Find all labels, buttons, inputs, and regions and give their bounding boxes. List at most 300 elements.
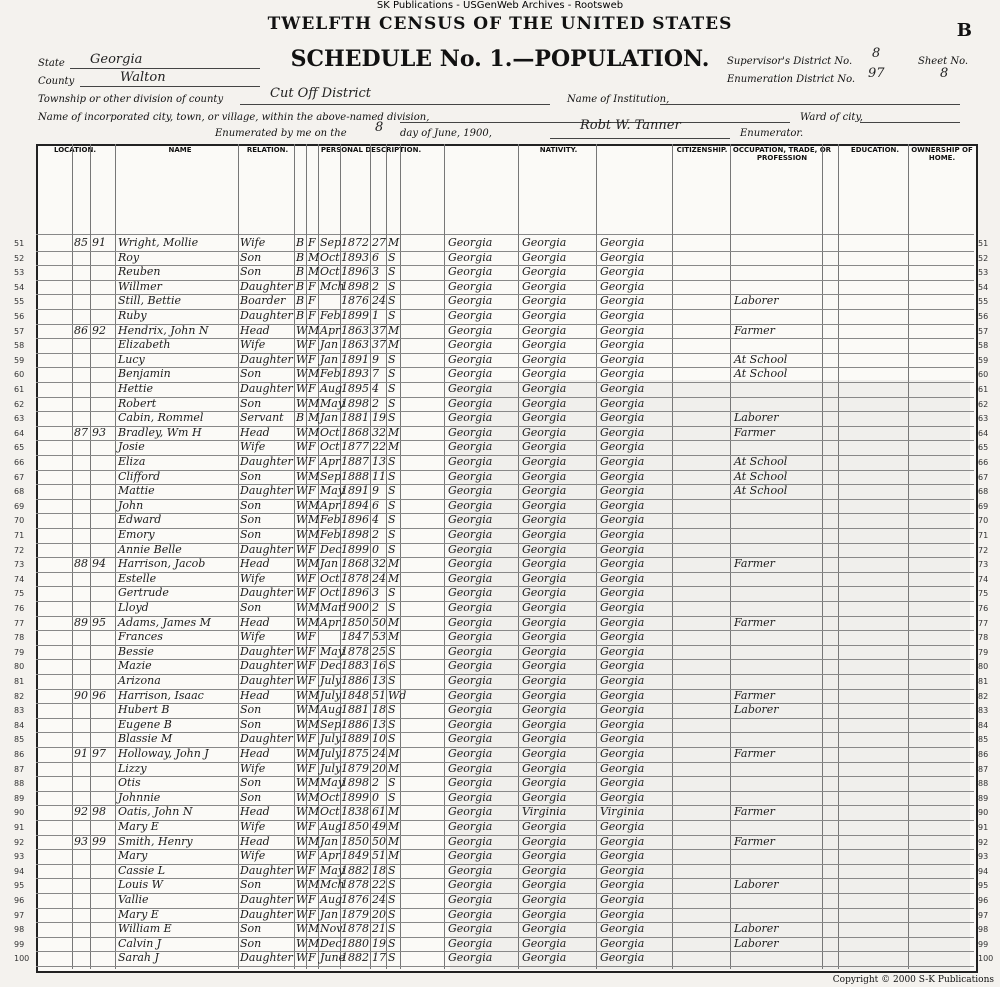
cell-fb: Georgia xyxy=(522,601,567,614)
cell-pb: Georgia xyxy=(448,425,493,439)
row-number-right: 73 xyxy=(978,560,989,570)
cell-mb: Georgia xyxy=(600,250,645,264)
table-row xyxy=(0,835,1000,851)
cell-c: W xyxy=(296,571,308,585)
cell-by: 1879 xyxy=(341,761,369,775)
cell-rel: Daughter xyxy=(240,484,293,498)
cell-fam: 94 xyxy=(92,557,106,571)
col-nativity: NATIVITY. xyxy=(539,146,578,154)
cell-by: 1863 xyxy=(341,323,369,337)
enumerator-label: Enumerator. xyxy=(740,128,804,139)
cell-c: W xyxy=(296,601,308,614)
cell-age: 53 xyxy=(372,630,386,644)
cell-age: 2 xyxy=(372,601,379,614)
cell-rel: Daughter xyxy=(240,674,293,687)
cell-s: M xyxy=(308,425,320,439)
cell-age: 0 xyxy=(372,790,379,804)
cell-age: 4 xyxy=(372,513,379,527)
county-value: Walton xyxy=(120,70,166,85)
cell-fb: Virginia xyxy=(522,805,567,819)
cell-c: B xyxy=(296,250,305,264)
cell-s: M xyxy=(308,469,320,483)
cell-fb: Georgia xyxy=(522,396,567,410)
cell-pb: Georgia xyxy=(448,542,493,556)
cell-by: 1886 xyxy=(341,674,369,687)
cell-dw: 87 xyxy=(74,425,88,439)
cell-bm: Sep xyxy=(320,469,342,483)
cell-occ: Farmer xyxy=(734,615,775,629)
cell-pb: Georgia xyxy=(448,309,493,322)
cell-s: F xyxy=(308,236,316,249)
township-label: Township or other division of county xyxy=(38,94,224,105)
cell-rel: Son xyxy=(240,513,262,527)
cell-mb: Georgia xyxy=(600,630,645,644)
row-number-right: 99 xyxy=(978,939,989,949)
cell-s: F xyxy=(308,352,316,366)
table-row xyxy=(0,908,1000,924)
cell-fam: 97 xyxy=(92,747,106,760)
cell-c: W xyxy=(296,455,308,468)
cell-by: 1887 xyxy=(341,455,369,468)
cell-pb: Georgia xyxy=(448,250,493,264)
cell-c: W xyxy=(296,863,308,877)
table-row xyxy=(0,659,1000,675)
cell-mb: Georgia xyxy=(600,382,645,395)
cell-by: 1882 xyxy=(341,863,369,877)
cell-name: Holloway, John J xyxy=(118,747,209,760)
cell-mb: Georgia xyxy=(600,542,645,556)
cell-fb: Georgia xyxy=(522,557,567,571)
cell-bm: Apr xyxy=(320,323,341,337)
table-row xyxy=(0,630,1000,646)
cell-mb: Georgia xyxy=(600,747,645,760)
enumerated-label: Enumerated by me on the xyxy=(215,128,347,139)
cell-pb: Georgia xyxy=(448,265,493,279)
cell-pb: Georgia xyxy=(448,557,493,571)
cell-name: Arizona xyxy=(118,674,161,687)
cell-rel: Daughter xyxy=(240,732,293,746)
row-number-right: 83 xyxy=(978,706,989,716)
cell-bm: Feb xyxy=(320,367,341,381)
col-citizenship: CITIZENSHIP. xyxy=(676,146,728,154)
cell-pb: Georgia xyxy=(448,747,493,760)
table-row xyxy=(0,849,1000,865)
cell-pb: Georgia xyxy=(448,601,493,614)
cell-fb: Georgia xyxy=(522,717,567,731)
row-number: 90 xyxy=(14,808,25,818)
row-number: 100 xyxy=(14,954,30,964)
cell-st: S xyxy=(388,717,396,731)
cell-name: Reuben xyxy=(118,265,161,279)
cell-pb: Georgia xyxy=(448,484,493,498)
table-row xyxy=(0,718,1000,734)
cell-mb: Georgia xyxy=(600,498,645,512)
cell-age: 16 xyxy=(372,659,386,673)
cell-age: 51 xyxy=(372,688,386,702)
row-number: 80 xyxy=(14,662,25,672)
col-name: NAME xyxy=(168,146,192,154)
cell-occ: Farmer xyxy=(734,323,775,337)
row-number-right: 94 xyxy=(978,866,989,876)
cell-by: 1893 xyxy=(341,250,369,264)
cell-by: 1877 xyxy=(341,440,369,454)
cell-rel: Daughter xyxy=(240,659,293,673)
table-row xyxy=(0,513,1000,529)
row-number: 99 xyxy=(14,939,25,949)
cell-by: 1898 xyxy=(341,528,369,541)
col-ownership: OWNERSHIP OF HOME. xyxy=(911,146,973,162)
cell-c: W xyxy=(296,644,308,658)
cell-rel: Son xyxy=(240,936,262,950)
cell-dw: 93 xyxy=(74,834,88,848)
cell-bm: Jan xyxy=(320,352,339,366)
cell-by: 1850 xyxy=(341,820,369,833)
row-number-right: 85 xyxy=(978,735,989,745)
cell-by: 1847 xyxy=(341,630,369,644)
cell-bm: Oct xyxy=(320,440,340,454)
cell-rel: Son xyxy=(240,498,262,512)
row-number: 97 xyxy=(14,910,25,920)
cell-age: 2 xyxy=(372,279,379,293)
cell-bm: Feb xyxy=(320,528,341,541)
row-number: 71 xyxy=(14,531,25,540)
cell-s: F xyxy=(308,907,316,921)
cell-pb: Georgia xyxy=(448,382,493,395)
cell-occ: At School xyxy=(734,469,788,483)
cell-bm: Feb xyxy=(320,513,341,527)
cell-rel: Son xyxy=(240,528,262,541)
cell-age: 24 xyxy=(372,294,386,308)
cell-fb: Georgia xyxy=(522,776,567,790)
cell-by: 1886 xyxy=(341,717,369,731)
cell-pb: Georgia xyxy=(448,907,493,921)
cell-fb: Georgia xyxy=(522,279,567,293)
cell-name: Harrison, Isaac xyxy=(118,688,204,702)
cell-fb: Georgia xyxy=(522,644,567,658)
cell-pb: Georgia xyxy=(448,367,493,381)
cell-occ: Laborer xyxy=(734,878,779,892)
cell-pb: Georgia xyxy=(448,703,493,717)
cell-st: M xyxy=(388,805,400,819)
cell-mb: Georgia xyxy=(600,717,645,731)
cell-fb: Georgia xyxy=(522,922,567,936)
cell-pb: Georgia xyxy=(448,717,493,731)
cell-fb: Georgia xyxy=(522,250,567,264)
row-number: 67 xyxy=(14,472,25,482)
cell-c: B xyxy=(296,279,305,293)
cell-fb: Georgia xyxy=(522,425,567,439)
table-row xyxy=(0,455,1000,471)
state-label: State xyxy=(38,58,65,69)
row-number: 91 xyxy=(14,823,25,832)
cell-name: Gertrude xyxy=(118,586,169,600)
cell-st: S xyxy=(388,396,396,410)
cell-c: W xyxy=(296,717,308,731)
cell-mb: Georgia xyxy=(600,659,645,673)
cell-by: 1899 xyxy=(341,309,369,322)
cell-rel: Daughter xyxy=(240,907,293,921)
cell-name: Still, Bettie xyxy=(118,294,181,308)
cell-by: 1893 xyxy=(341,367,369,381)
cell-fb: Georgia xyxy=(522,834,567,848)
row-number: 54 xyxy=(14,282,25,292)
cell-fb: Georgia xyxy=(522,382,567,395)
cell-rel: Son xyxy=(240,703,262,717)
row-number: 66 xyxy=(14,458,25,467)
cell-rel: Head xyxy=(240,323,270,337)
cell-dw: 90 xyxy=(74,688,88,702)
cell-bm: Dec xyxy=(320,936,342,950)
cell-age: 61 xyxy=(372,805,386,819)
cell-rel: Son xyxy=(240,250,262,264)
row-number: 72 xyxy=(14,545,25,555)
table-row xyxy=(0,294,1000,310)
row-number-right: 78 xyxy=(978,633,989,643)
cell-c: W xyxy=(296,674,308,687)
cell-bm: Apr xyxy=(320,849,341,863)
cell-bm: Mar xyxy=(320,601,344,614)
cell-bm: Oct xyxy=(320,571,340,585)
row-number: 58 xyxy=(14,341,25,351)
cell-name: Frances xyxy=(118,630,163,644)
cell-name: Lizzy xyxy=(118,761,147,775)
cell-c: W xyxy=(296,396,308,410)
cell-bm: Oct xyxy=(320,790,340,804)
row-number-right: 84 xyxy=(978,720,989,730)
cell-st: M xyxy=(388,820,400,833)
row-number: 56 xyxy=(14,312,25,321)
cell-pb: Georgia xyxy=(448,338,493,352)
cell-mb: Georgia xyxy=(600,411,645,425)
row-number-right: 76 xyxy=(978,604,989,613)
cell-s: F xyxy=(308,586,316,600)
cell-rel: Wife xyxy=(240,761,266,775)
row-number-right: 67 xyxy=(978,472,989,482)
cell-rel: Son xyxy=(240,922,262,936)
supervisor-value: 8 xyxy=(872,46,881,61)
row-number-right: 100 xyxy=(978,954,994,964)
cell-mb: Georgia xyxy=(600,469,645,483)
cell-occ: Farmer xyxy=(734,747,775,760)
cell-c: W xyxy=(296,878,308,892)
cell-bm: Apr xyxy=(320,615,341,629)
cell-c: W xyxy=(296,557,308,571)
cell-occ: Laborer xyxy=(734,936,779,950)
cell-name: Cabin, Rommel xyxy=(118,411,204,425)
cell-by: 1872 xyxy=(341,236,369,249)
cell-rel: Son xyxy=(240,790,262,804)
cell-mb: Georgia xyxy=(600,557,645,571)
row-number-right: 93 xyxy=(978,852,989,862)
enumerator-line xyxy=(550,138,730,139)
cell-mb: Georgia xyxy=(600,323,645,337)
cell-bm: Feb xyxy=(320,309,341,322)
cell-bm: Oct xyxy=(320,265,340,279)
row-number: 85 xyxy=(14,735,25,745)
cell-fb: Georgia xyxy=(522,513,567,527)
cell-c: W xyxy=(296,513,308,527)
table-row xyxy=(0,338,1000,354)
cell-name: Louis W xyxy=(118,878,163,892)
cell-age: 0 xyxy=(372,542,379,556)
cell-fb: Georgia xyxy=(522,849,567,863)
cell-bm: June xyxy=(320,951,346,965)
cell-mb: Georgia xyxy=(600,586,645,600)
cell-bm: July xyxy=(320,688,342,702)
row-number: 87 xyxy=(14,764,25,774)
table-row xyxy=(0,747,1000,763)
cell-bm: Mch xyxy=(320,279,345,293)
census-title: TWELFTH CENSUS OF THE UNITED STATES xyxy=(267,14,733,34)
cell-age: 49 xyxy=(372,820,386,833)
cell-bm: Oct xyxy=(320,805,340,819)
cell-c: B xyxy=(296,309,305,322)
ward-label: Ward of city, xyxy=(800,112,863,123)
table-row xyxy=(0,251,1000,267)
cell-bm: Dec xyxy=(320,542,342,556)
row-number-right: 91 xyxy=(978,823,989,832)
cell-rel: Daughter xyxy=(240,863,293,877)
cell-c: W xyxy=(296,834,308,848)
cell-name: Roy xyxy=(118,250,140,264)
table-row xyxy=(0,937,1000,953)
cell-st: S xyxy=(388,279,396,293)
cell-name: Oatis, John N xyxy=(118,805,193,819)
table-row xyxy=(0,528,1000,544)
table-row xyxy=(0,674,1000,690)
row-number-right: 79 xyxy=(978,647,989,657)
row-number-right: 66 xyxy=(978,458,989,467)
cell-by: 1876 xyxy=(341,294,369,308)
cell-bm: Jan xyxy=(320,907,339,921)
sheet-letter: B xyxy=(956,20,972,41)
cell-age: 10 xyxy=(372,732,386,746)
row-number: 52 xyxy=(14,253,25,263)
cell-bm: May xyxy=(320,644,345,658)
cell-name: Elizabeth xyxy=(118,338,171,352)
cell-c: W xyxy=(296,586,308,600)
cell-name: Adams, James M xyxy=(118,615,211,629)
cell-name: Emory xyxy=(118,528,155,541)
cell-mb: Georgia xyxy=(600,703,645,717)
cell-st: M xyxy=(388,571,400,585)
cell-mb: Georgia xyxy=(600,455,645,468)
cell-age: 4 xyxy=(372,382,379,395)
cell-c: W xyxy=(296,338,308,352)
cell-s: M xyxy=(308,323,320,337)
cell-bm: May xyxy=(320,396,345,410)
cell-fb: Georgia xyxy=(522,571,567,585)
cell-by: 1881 xyxy=(341,703,369,717)
cell-dw: 86 xyxy=(74,323,88,337)
cell-name: Smith, Henry xyxy=(118,834,193,848)
cell-fb: Georgia xyxy=(522,528,567,541)
cell-fb: Georgia xyxy=(522,411,567,425)
cell-name: Benjamin xyxy=(118,367,171,381)
cell-age: 2 xyxy=(372,776,379,790)
cell-s: F xyxy=(308,674,316,687)
cell-rel: Son xyxy=(240,265,262,279)
cell-c: B xyxy=(296,294,305,308)
cell-s: F xyxy=(308,644,316,658)
cell-name: Sarah J xyxy=(118,951,159,965)
cell-bm: Aug xyxy=(320,893,343,906)
cell-by: 1899 xyxy=(341,790,369,804)
cell-name: Calvin J xyxy=(118,936,162,950)
cell-occ: At School xyxy=(734,484,788,498)
cell-rel: Son xyxy=(240,878,262,892)
cell-fb: Georgia xyxy=(522,820,567,833)
table-row xyxy=(0,805,1000,821)
cell-s: M xyxy=(308,790,320,804)
row-number: 82 xyxy=(14,691,25,701)
cell-name: Blassie M xyxy=(118,732,173,746)
cell-name: Hubert B xyxy=(118,703,170,717)
cell-rel: Daughter xyxy=(240,586,293,600)
row-number-right: 82 xyxy=(978,691,989,701)
cell-s: M xyxy=(308,776,320,790)
cell-pb: Georgia xyxy=(448,469,493,483)
cell-rel: Head xyxy=(240,615,270,629)
cell-s: F xyxy=(308,630,316,644)
cell-s: M xyxy=(308,688,320,702)
cell-pb: Georgia xyxy=(448,396,493,410)
cell-st: S xyxy=(388,659,396,673)
cell-st: S xyxy=(388,863,396,877)
cell-occ: Laborer xyxy=(734,294,779,308)
cell-dw: 88 xyxy=(74,557,88,571)
table-row xyxy=(0,499,1000,515)
cell-st: S xyxy=(388,513,396,527)
cell-pb: Georgia xyxy=(448,630,493,644)
cell-rel: Boarder xyxy=(240,294,286,308)
table-row xyxy=(0,265,1000,281)
cell-mb: Georgia xyxy=(600,309,645,322)
cell-s: F xyxy=(308,863,316,877)
cell-occ: Farmer xyxy=(734,688,775,702)
cell-mb: Georgia xyxy=(600,294,645,308)
row-number-right: 71 xyxy=(978,531,989,540)
cell-age: 22 xyxy=(372,878,386,892)
cell-s: F xyxy=(308,455,316,468)
row-number-right: 62 xyxy=(978,399,989,409)
cell-rel: Daughter xyxy=(240,279,293,293)
cell-c: W xyxy=(296,893,308,906)
cell-age: 3 xyxy=(372,265,379,279)
cell-s: M xyxy=(308,498,320,512)
cell-c: W xyxy=(296,425,308,439)
cell-pb: Georgia xyxy=(448,440,493,454)
schedule-title: SCHEDULE No. 1.—POPULATION. xyxy=(290,46,710,72)
state-line xyxy=(70,68,260,69)
cell-rel: Son xyxy=(240,396,262,410)
cell-name: Ruby xyxy=(118,309,147,322)
table-row xyxy=(0,426,1000,442)
cell-pb: Georgia xyxy=(448,936,493,950)
cell-age: 17 xyxy=(372,951,386,965)
cell-age: 32 xyxy=(372,425,386,439)
cell-age: 9 xyxy=(372,484,379,498)
cell-name: Estelle xyxy=(118,571,157,585)
cell-c: W xyxy=(296,542,308,556)
cell-rel: Servant xyxy=(240,411,284,425)
row-number-right: 64 xyxy=(978,428,989,438)
row-number: 69 xyxy=(14,501,25,511)
table-row xyxy=(0,557,1000,573)
table-row xyxy=(0,572,1000,588)
table-row xyxy=(0,353,1000,369)
cell-fb: Georgia xyxy=(522,674,567,687)
